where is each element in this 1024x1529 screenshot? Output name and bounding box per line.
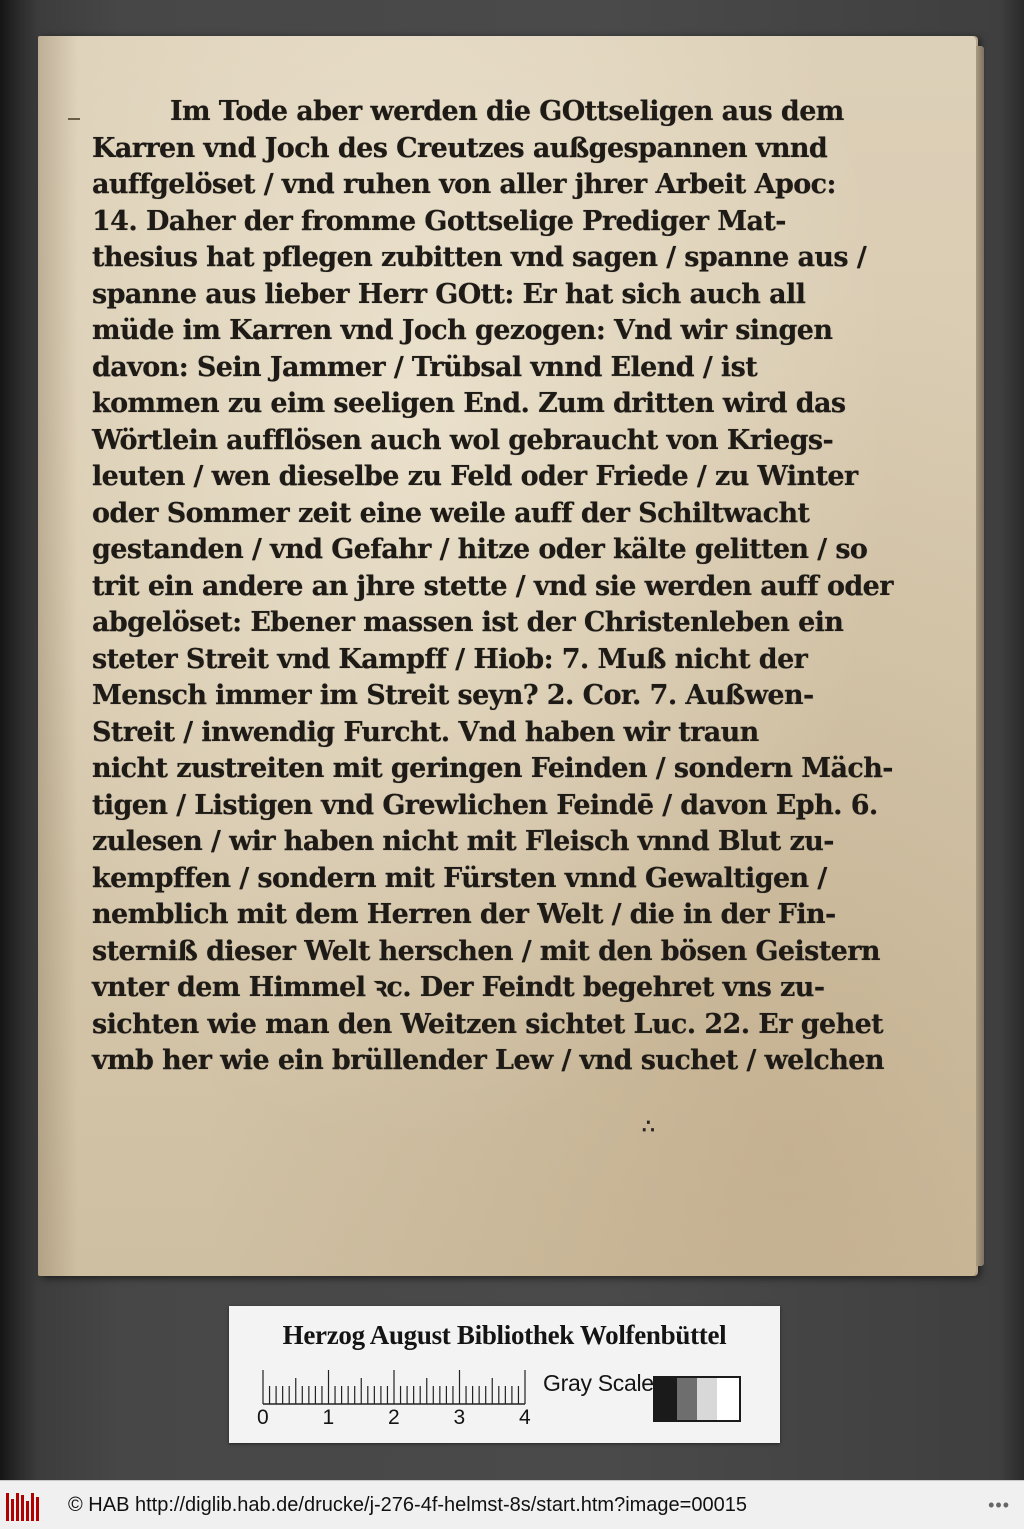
margin-mark bbox=[68, 118, 80, 120]
text-line: Streit / inwendig Furcht. Vnd haben wir traun bbox=[92, 716, 759, 748]
barcode-bar bbox=[6, 1493, 9, 1521]
text-line: 14. Daher der fromme Gottselige Prediger Mat- bbox=[92, 205, 786, 237]
ruler-number: 4 bbox=[519, 1406, 531, 1429]
text-line: vnter dem Himmel ꝛc. Der Feindt begehret vns zu- bbox=[92, 972, 825, 1003]
ornament-mark: ∴ bbox=[642, 1114, 657, 1138]
text-line: vmb her wie ein brüllender Lew / vnd suchet / welchen bbox=[92, 1045, 884, 1076]
text-line: nemblich mit dem Herren der Welt / die in der Fin- bbox=[92, 899, 836, 930]
ruler bbox=[261, 1368, 527, 1406]
text-line: gestanden / vnd Gefahr / hitze oder kälte gelitten / so bbox=[92, 534, 868, 565]
status-url[interactable]: © HAB http://diglib.hab.de/drucke/j-276-4f-helmst-8s/start.htm?image=00015 bbox=[68, 1494, 747, 1516]
library-title: Herzog August Bibliothek Wolfenbüttel bbox=[282, 1320, 727, 1350]
text-line: auffgelöset / vnd ruhen von aller jhrer Arbeit Apoc: bbox=[92, 169, 836, 200]
text-line: Karren vnd Joch des Creutzes außgespannen vnnd bbox=[92, 132, 828, 164]
gray-swatch bbox=[655, 1378, 677, 1420]
document-page bbox=[38, 36, 976, 1276]
gray-scale-label: Gray Scale bbox=[543, 1370, 654, 1396]
more-icon[interactable]: ••• bbox=[988, 1495, 1010, 1515]
barcode-bar bbox=[36, 1497, 39, 1521]
text-line: davon: Sein Jammer / Trübsal vnnd Elend / ist bbox=[92, 351, 758, 383]
text-line: kempffen / sondern mit Fürsten vnnd Gewaltigen / bbox=[92, 862, 827, 894]
gray-scale-swatches bbox=[653, 1376, 741, 1422]
barcode-bar bbox=[21, 1495, 24, 1521]
barcode-bar bbox=[26, 1501, 29, 1521]
page-edge bbox=[976, 46, 984, 1266]
ruler-numbers bbox=[251, 1406, 551, 1430]
text-line: Mensch immer im Streit seyn? 2. Cor. 7. Außwen- bbox=[92, 680, 814, 711]
text-line: Wörtlein aufflösen auch wol gebraucht von Kriegs- bbox=[92, 424, 834, 456]
text-line: sichten wie man den Weitzen sichtet Luc. 22. Er gehet bbox=[92, 1008, 884, 1040]
text-line: thesius hat pflegen zubitten vnd sagen / spanne aus / bbox=[92, 242, 867, 273]
text-line: Im Tode aber werden die GOttseligen aus dem bbox=[170, 96, 844, 127]
book-binding bbox=[0, 0, 38, 1480]
ruler-number: 0 bbox=[257, 1406, 269, 1429]
text-line: müde im Karren vnd Joch gezogen: Vnd wir singen bbox=[92, 315, 833, 346]
text-line: zulesen / wir haben nicht mit Fleisch vnnd Blut zu- bbox=[92, 826, 834, 857]
barcode-bar bbox=[11, 1499, 14, 1521]
barcode-bar bbox=[16, 1493, 19, 1521]
text-line: oder Sommer zeit eine weile auff der Schiltwacht bbox=[92, 497, 810, 529]
text-line: spanne aus lieber Herr GOtt: Er hat sich auch all bbox=[92, 278, 806, 310]
text-line: trit ein andere an jhre stette / vnd sie werden auff oder bbox=[92, 570, 893, 602]
text-line: abgelöset: Ebener massen ist der Christenleben ein bbox=[92, 607, 844, 638]
text-line: sterniß dieser Welt herschen / mit den bösen Geistern bbox=[92, 935, 880, 967]
ruler-number: 3 bbox=[453, 1406, 466, 1429]
ruler-number: 2 bbox=[388, 1406, 400, 1429]
text-line: tigen / Listigen vnd Grewlichen Feindē / davon Eph. 6. bbox=[92, 789, 878, 821]
text-block bbox=[92, 94, 893, 1080]
gray-swatch bbox=[697, 1378, 717, 1420]
text-line: kommen zu eim seeligen End. Zum dritten wird das bbox=[92, 388, 846, 419]
barcode-bar bbox=[31, 1493, 34, 1521]
barcode-icon bbox=[6, 1491, 46, 1521]
status-bar bbox=[0, 1480, 1024, 1529]
gutter-shade bbox=[38, 36, 78, 1276]
gray-swatch bbox=[677, 1378, 697, 1420]
color-scale-card bbox=[229, 1306, 780, 1443]
text-line: leuten / wen dieselbe zu Feld oder Friede / zu Winter bbox=[92, 461, 858, 492]
gray-swatch bbox=[717, 1378, 739, 1420]
text-line: nicht zustreiten mit geringen Feinden / sondern Mäch- bbox=[92, 753, 893, 784]
ruler-number: 1 bbox=[322, 1406, 335, 1429]
text-line: steter Streit vnd Kampff / Hiob: 7. Muß nicht der bbox=[92, 643, 808, 675]
